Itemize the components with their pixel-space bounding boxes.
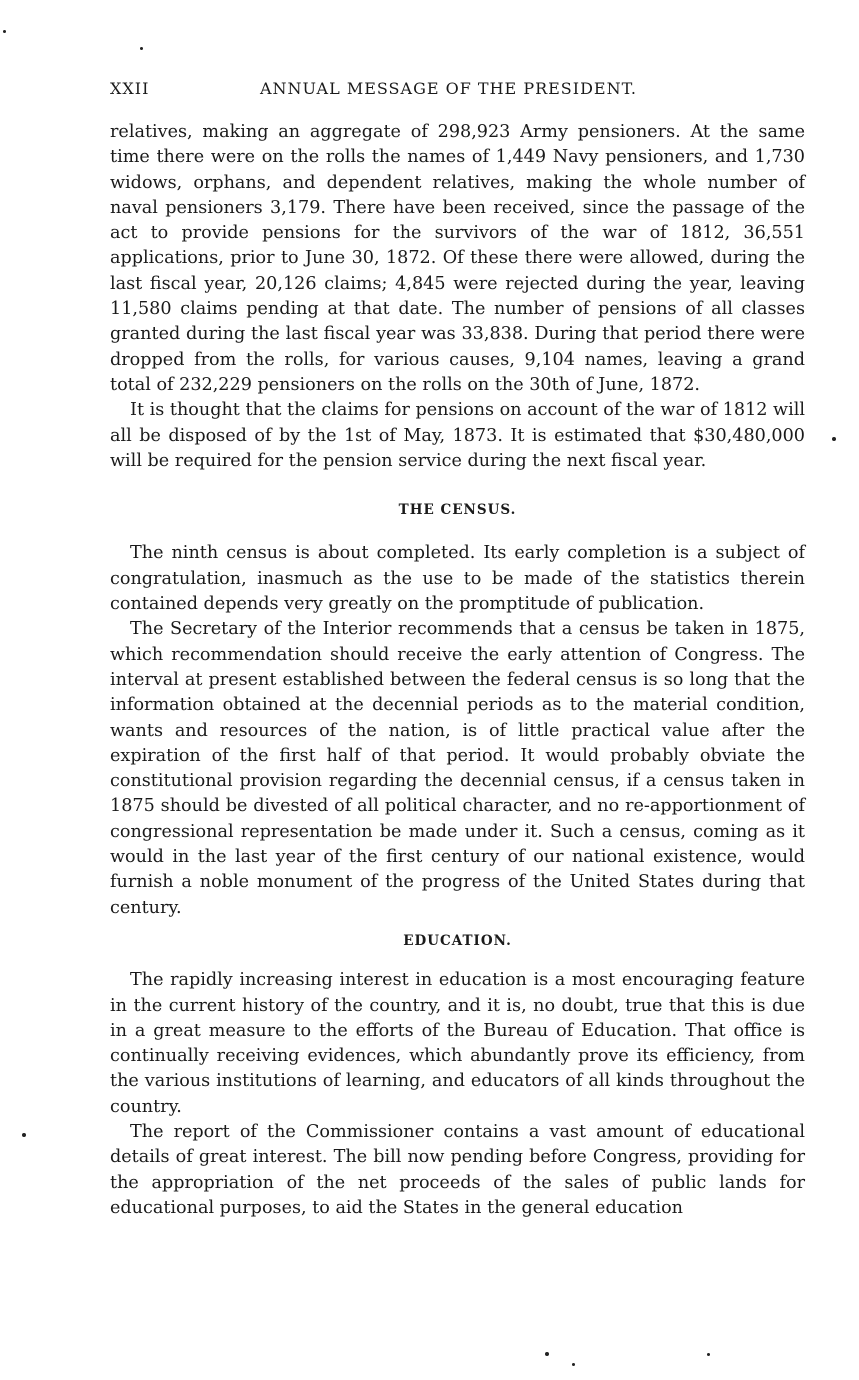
- scan-speck: [707, 1353, 710, 1356]
- running-title: ANNUAL MESSAGE OF THE PRESIDENT.: [260, 79, 637, 98]
- section-heading-education: EDUCATION.: [403, 932, 512, 949]
- scan-speck: [832, 437, 836, 441]
- scan-speck: [22, 1133, 26, 1137]
- scan-speck: [572, 1363, 575, 1366]
- scan-speck: [3, 30, 6, 33]
- page-header: [110, 79, 805, 103]
- body-text: [110, 120, 805, 1221]
- scan-speck: [140, 47, 143, 50]
- paragraph-pension-estimate: It is thought that the claims for pensions on account of the war of 1812 will all be disposed of by the 1st of May, 1873. It is estimated that $30,480,000 will be required for the pension service during the next fiscal year.: [110, 400, 805, 471]
- paragraph-census-recommendation: The Secretary of the Interior recommends that a census be taken in 1875, which recommendation should receive the early attention of Congress. The interval at present established between the federal census is so long that the information obtained at the decennial periods as to the material condition, wants and resources of the nation, is of little practical value after the expiration of the first half of that period. It would probably obviate the constitutional provision regarding the decennial census, if a census taken in 1875 should be divested of all political character, and no re-apportionment of congressional representation be made under it. Such a census, coming as it would in the last year of the first century of our national existence, would furnish a noble monument of the progress of the United States during that century.: [110, 619, 805, 918]
- paragraph-ninth-census: The ninth census is about completed. Its early completion is a subject of congratulation, inasmuch as the use to be made of the statistics therein contained depends very greatly on the promptitude of publication.: [110, 543, 805, 615]
- paragraph-commissioner-report: The report of the Commissioner contains a vast amount of educational details of great interest. The bill now pending before Congress, providing for the appropriation of the net proceeds of the sales of public lands for educational purposes, to aid the States in the general education: [110, 1121, 805, 1218]
- page-number: XXII: [110, 79, 150, 98]
- paragraph-education-interest: The rapidly increasing interest in education is a most encouraging feature in the current history of the country, and it is, no doubt, true that this is due in a great measure to the efforts of the Bureau of Education. That office is continually receiving evidences, which abundantly prove its efficiency, from the various institutions of learning, and educators of all kinds throughout the country.: [110, 970, 805, 1117]
- section-heading-census: THE CENSUS.: [398, 502, 517, 519]
- paragraph-pensions-continued: relatives, making an aggregate of 298,923 Army pensioners. At the same time there were on the rolls the names of 1,449 Navy pensioners, and 1,730 widows, orphans, and dependent relatives, making the whole number of naval pensioners 3,179. There have been received, since the passage of the act to provide pensions for the survivors of the war of 1812, 36,551 applications, prior to June 30, 1872. Of these there were allowed, during the last fiscal year, 20,126 claims; 4,845 were rejected during the year, leaving 11,580 claims pending at that date. The number of pensions of all classes granted during the last fiscal year was 33,838. During that period there were dropped from the rolls, for various causes, 9,104 names, leaving a grand total of 232,229 pensioners on the rolls on the 30th of June, 1872.: [110, 122, 805, 395]
- scan-speck: [545, 1352, 549, 1356]
